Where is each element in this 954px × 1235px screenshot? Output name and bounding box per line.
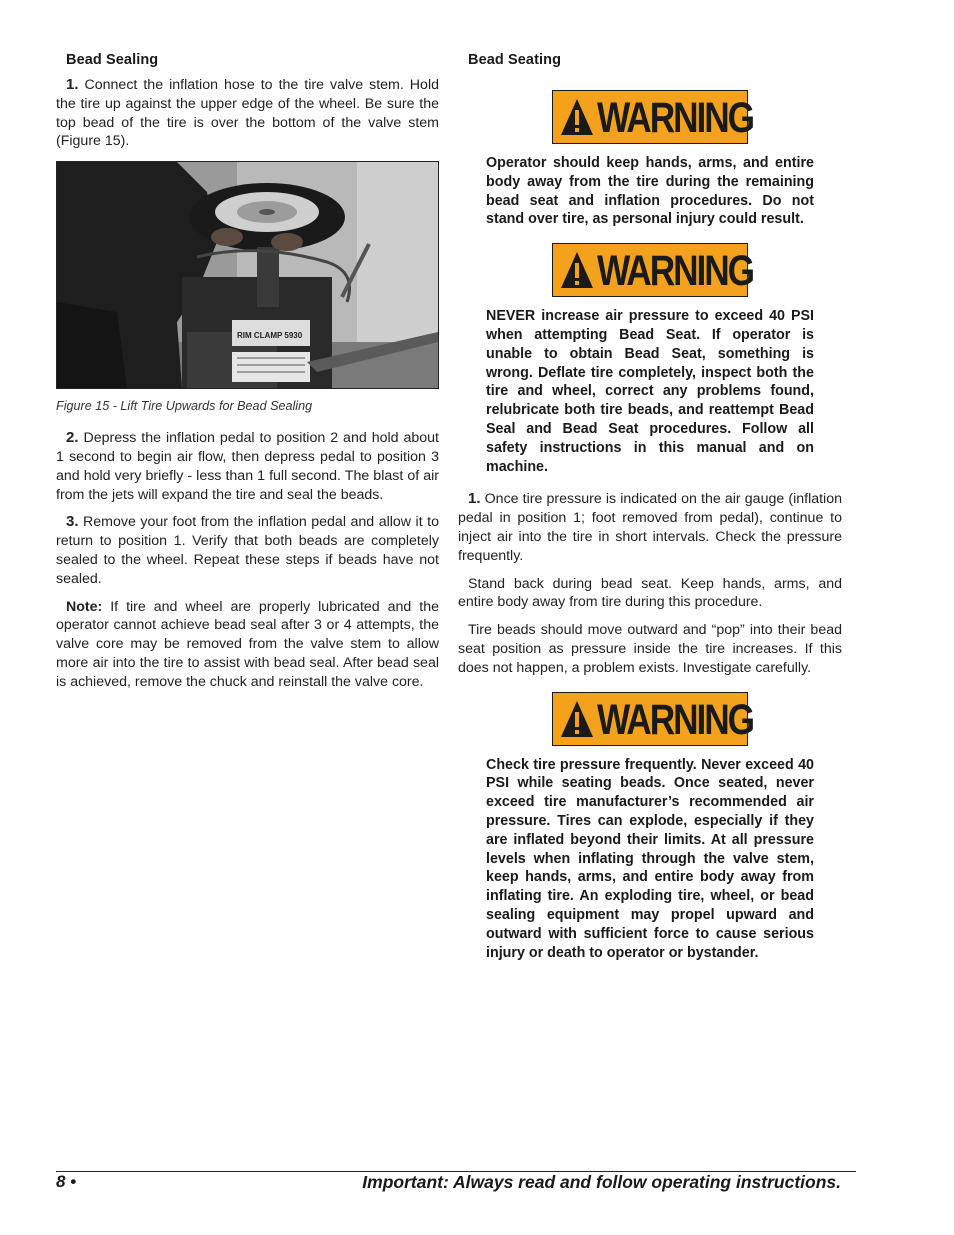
step-3-paragraph (56, 513, 439, 588)
step-1-paragraph (458, 490, 842, 565)
note-text: If tire and wheel are properly lubricated and the operator cannot achieve bead seal after 3 or 4 attempts, the valve core may be removed from the valve stem to allow more air into the tire to assist with bead seal. After bead seal is achieved, remove the chuck and reinstall the valve core. (56, 598, 439, 690)
warning-sign-2 (552, 243, 754, 297)
step-number: 1. (468, 490, 481, 508)
step-number: 2. (66, 429, 79, 447)
warning-text-3: Check tire pressure frequently. Never exceed 40 PSI while seating beads. Once seated, never exceed tire manufacturer’s recommended air pressure. Tires can explode, especially if they are inflated beyond their limits. At all pressure levels when inflating through the valve stem, keep hands, arms, and entire body away from inflating tire. An exploding tire, wheel, or bead sealing equipment may propel upward and outward with sufficient force to cause serious injury or death to operator or bystander. (486, 756, 814, 961)
warning-sign-1 (552, 90, 754, 144)
note-paragraph (56, 598, 439, 692)
warning-sign-3 (552, 692, 754, 746)
step-text: Connect the inflation hose to the tire valve stem. Hold the tire up against the upper edge of the wheel. Be sure the top bead of the tire is over the bottom of the valve stem (Figure 15). (56, 77, 439, 150)
step-text: Once tire pressure is indicated on the air gauge (inflation pedal in position 1; foot removed from pedal), continue to inject air into the tire in short intervals. Check the pressure frequently. (458, 491, 842, 564)
section-heading-bead-sealing: Bead Sealing (66, 52, 159, 68)
stand-back-paragraph: Stand back during bead seat. Keep hands, arms, and entire body away from tire during this procedure. (458, 575, 842, 611)
warning-text-2: NEVER increase air pressure to exceed 40 PSI when attempting Bead Seat. If operator is unable to obtain Bead Seat, something is wrong. Deflate tire completely, inspect both the tire and wheel, correct any problems found, relubricate both tire beads, and reattempt Bead Seal and Bead Seat procedures. Follow all safety instructions in this manual and on machine. (486, 308, 814, 475)
warning-text-1: Operator should keep hands, arms, and entire body away from the tire during the remaining bead seat and inflation procedures. Do not stand over tire, as personal injury could result. (486, 155, 814, 228)
figure-15-photo (56, 161, 439, 389)
warning-label: WARNING (597, 247, 754, 296)
step-2-paragraph (56, 429, 439, 504)
section-heading-bead-seating: Bead Seating (468, 52, 562, 68)
figure-caption: Figure 15 - Lift Tire Upwards for Bead Sealing (56, 399, 313, 414)
step-text: Depress the inflation pedal to position 2 and hold about 1 second to begin air flow, then depress pedal to position 3 and hold very briefly - less than 1 full second. The blast of air from the jets will expand the tire and seal the beads. (56, 430, 439, 503)
warning-triangle-icon (560, 699, 594, 739)
step-number: 1. (66, 76, 79, 93)
tire-changer-photo (57, 162, 438, 388)
warning-label: WARNING (597, 695, 754, 744)
right-column (458, 52, 842, 976)
machine-label: RIM CLAMP 5930 (237, 331, 303, 341)
footer-notice: Important: Always read and follow operating instructions. (362, 1172, 841, 1192)
warning-triangle-icon (560, 97, 594, 137)
step-number: 3. (66, 513, 79, 531)
left-column (56, 52, 439, 701)
step-1-paragraph (56, 76, 439, 151)
tire-beads-paragraph: Tire beads should move outward and “pop” into their bead seat position as pressure inside the tire increases. If this does not happen, a problem exists. Investigate carefully. (458, 622, 842, 676)
warning-triangle-icon (560, 250, 594, 290)
note-label: Note: (66, 598, 103, 615)
page-number: 8 • (56, 1172, 77, 1191)
warning-label: WARNING (597, 94, 754, 142)
step-text: Remove your foot from the inflation pedal and allow it to return to position 1. Verify that both beads are completely sealed to the wheel. Repeat these steps if beads have not sealed. (56, 514, 439, 587)
